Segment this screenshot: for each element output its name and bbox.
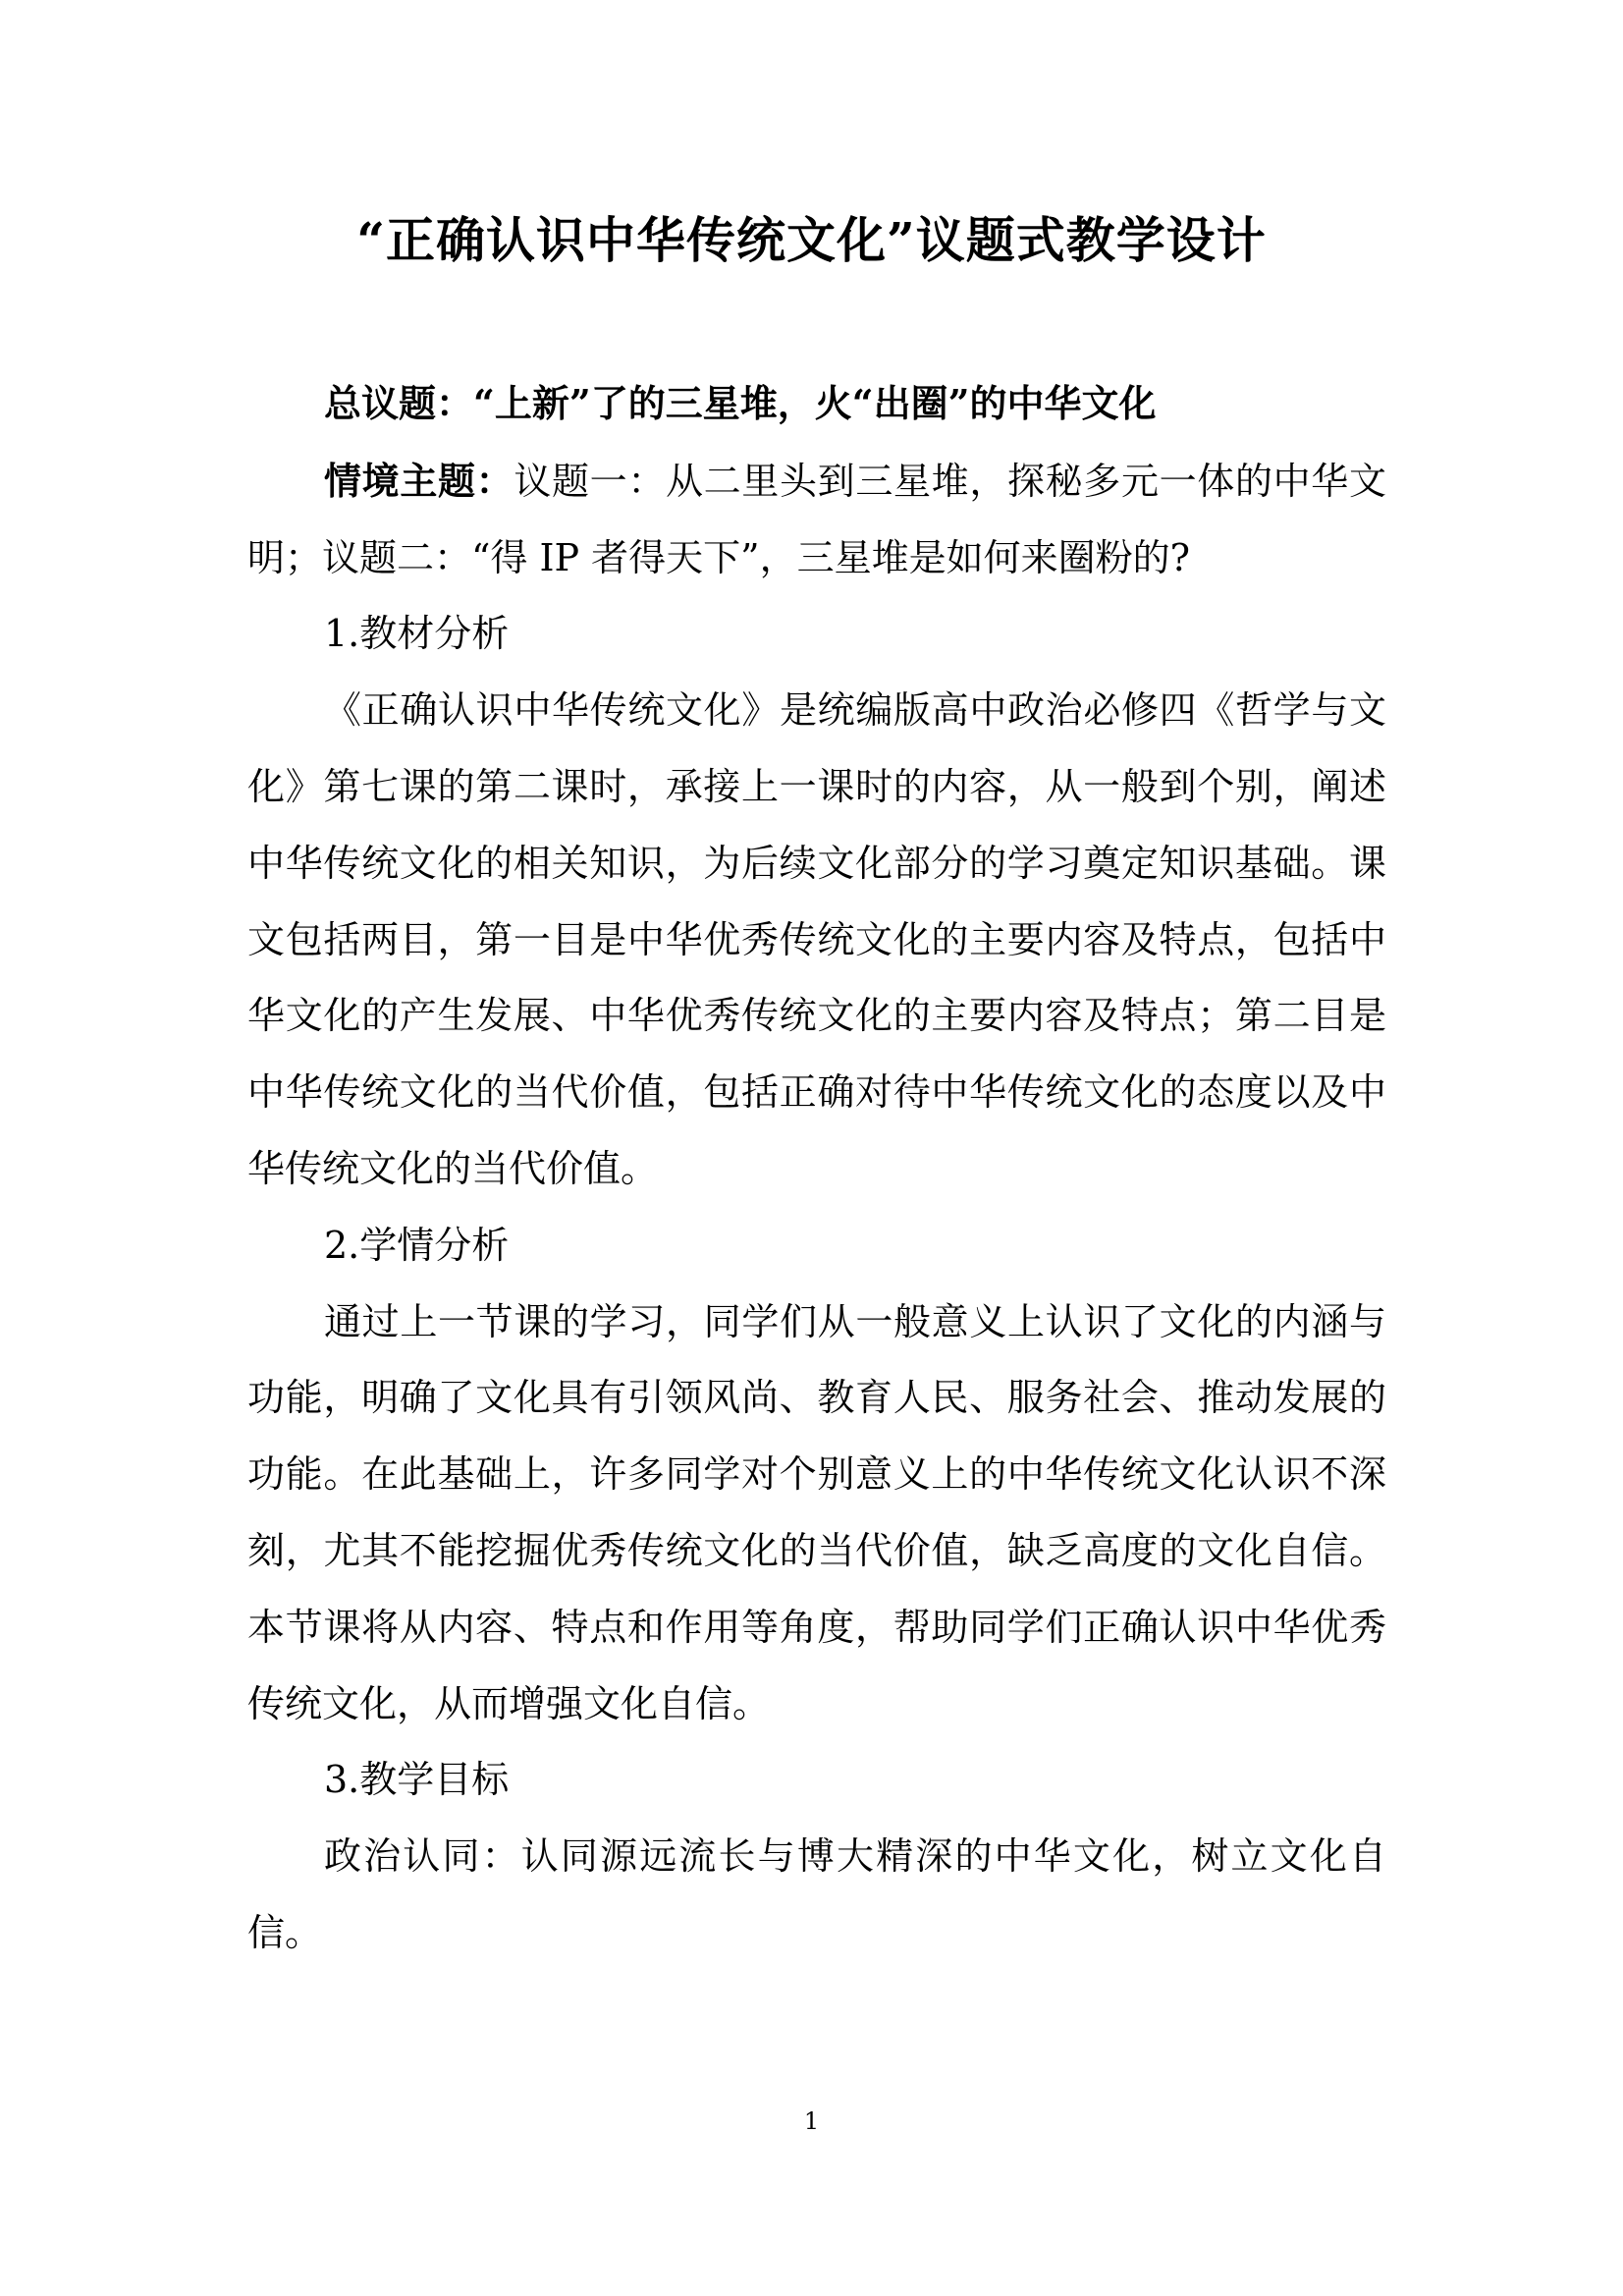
scenario-theme	[247, 443, 1386, 597]
document-title: “正确认识中华传统文化”议题式教学设计	[356, 211, 1267, 269]
overall-topic-label: 总议题：	[324, 381, 474, 425]
scenario-theme-text: 议题一：从二里头到三星堆，探秘多元一体的中华文明；议题二：“得 IP 者得天下”，三星堆是如何来圈粉的?	[247, 459, 1386, 579]
page-number: 1	[803, 2107, 820, 2135]
overall-topic	[247, 365, 1386, 443]
scenario-theme-label: 情境主题：	[324, 458, 514, 503]
paragraph-teaching-goals: 政治认同：认同源远流长与博大精深的中华文化，树立文化自信。	[247, 1834, 1386, 1954]
section-heading-teaching-goals: 3.教学目标	[324, 1758, 510, 1802]
section-heading-student-analysis: 2.学情分析	[324, 1223, 510, 1267]
section-heading-textbook-analysis: 1.教材分析	[324, 612, 510, 656]
document-body	[247, 365, 1386, 1972]
paragraph-textbook-analysis: 《正确认识中华传统文化》是统编版高中政治必修四《哲学与文化》第七课的第二课时，承接上一课时的内容，从一般到个别，阐述中华传统文化的相关知识，为后续文化部分的学习奠定知识基础。课文包括两目，第一目是中华优秀传统文化的主要内容及特点，包括中华文化的产生发展、中华优秀传统文化的主要内容及特点；第二目是中华传统文化的当代价值，包括正确对待中华传统文化的态度以及中华传统文化的当代价值。	[247, 688, 1386, 1190]
overall-topic-text: “上新”了的三星堆，火“出圈”的中华文化	[473, 381, 1157, 425]
paragraph-student-analysis: 通过上一节课的学习，同学们从一般意义上认识了文化的内涵与功能，明确了文化具有引领风尚、教育人民、服务社会、推动发展的功能。在此基础上，许多同学对个别意义上的中华传统文化认识不深刻，尤其不能挖掘优秀传统文化的当代价值，缺乏高度的文化自信。本节课将从内容、特点和作用等角度，帮助同学们正确认识中华优秀传统文化，从而增强文化自信。	[247, 1299, 1386, 1725]
